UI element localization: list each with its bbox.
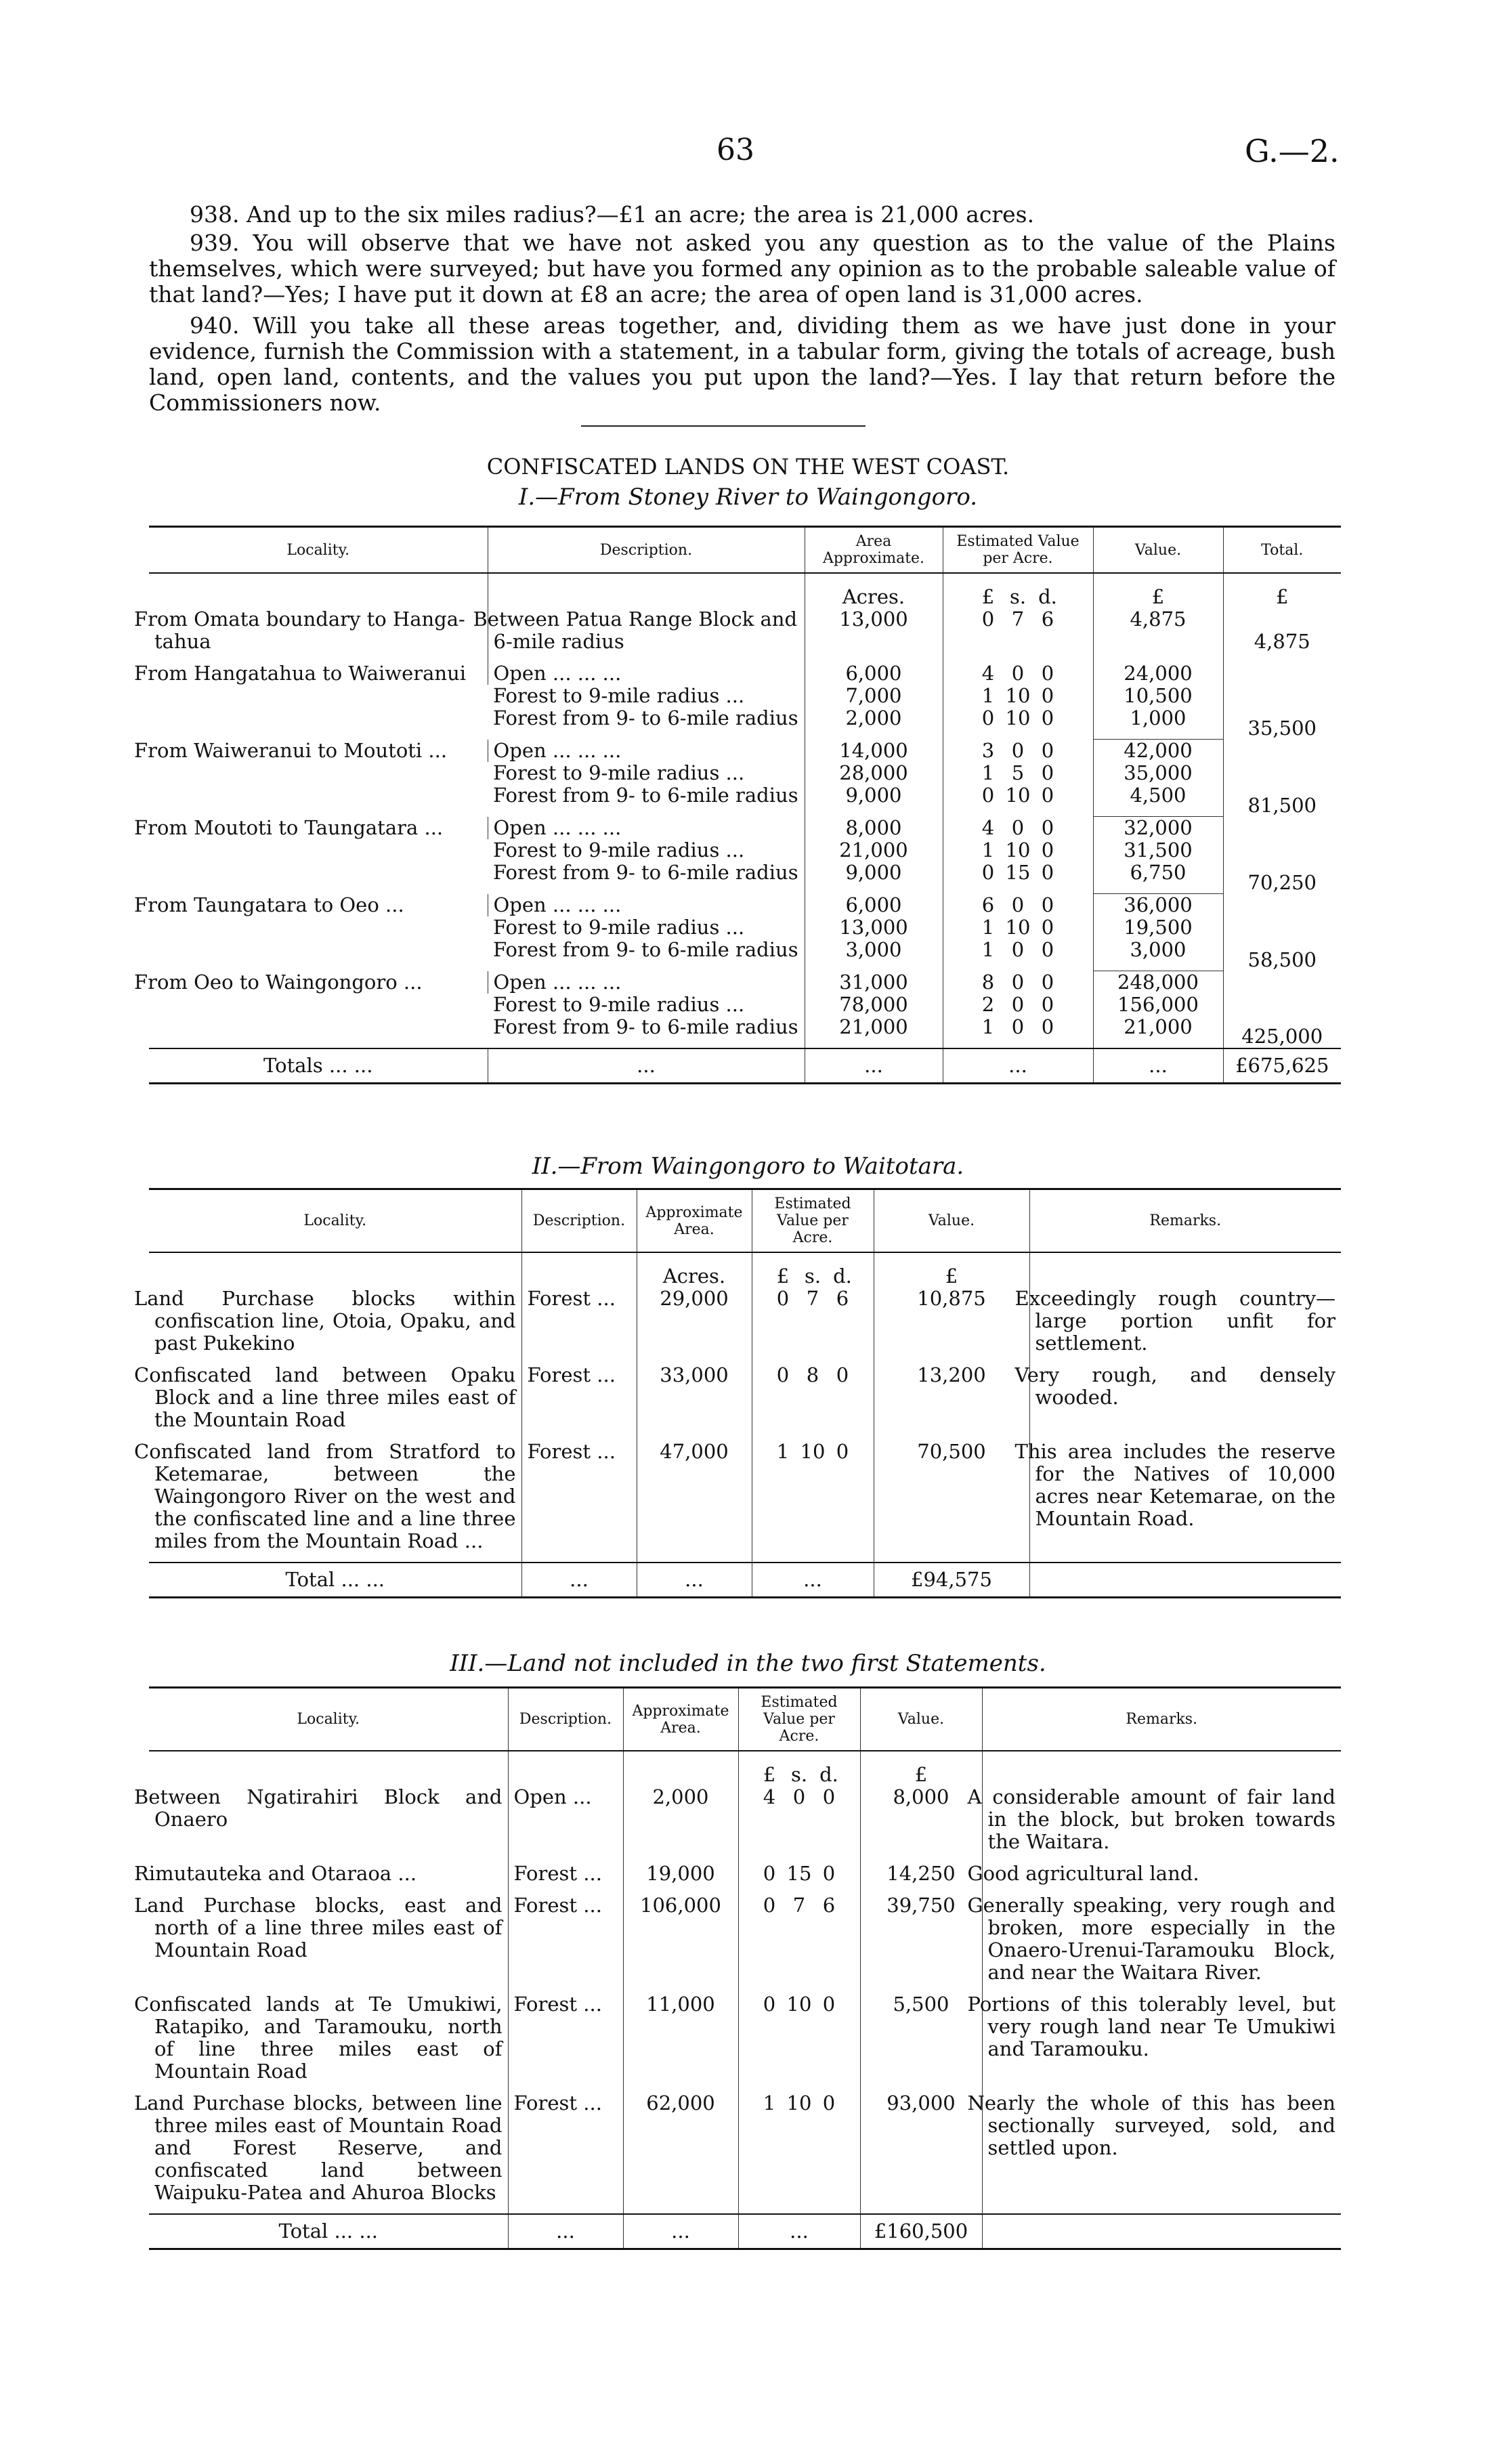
rate-shillings: 5 [1011, 761, 1025, 784]
rate-cell [752, 1441, 874, 1563]
total-rate: ... [738, 2214, 860, 2249]
description-cell: Forest to 9-mile radius ... [493, 993, 745, 1016]
table-row [149, 1364, 1341, 1441]
col-header-area: Area Approximate. [805, 527, 943, 574]
area-cell: 2,000 [623, 1786, 738, 1863]
rate-pounds: 6 [981, 893, 995, 916]
description-cell: Forest ... [508, 2092, 623, 2214]
table-row [149, 1786, 1341, 1863]
rate-shillings: 0 [1011, 815, 1025, 839]
total-desc: ... [508, 2214, 623, 2249]
description-cell: Between Patua Range Block and 6-mile radius [488, 608, 805, 662]
totals-area: ... [805, 1048, 943, 1084]
unit-pounds: £ [776, 1265, 790, 1288]
description-cell: Forest ... [521, 1364, 637, 1441]
rate-cell [943, 862, 1093, 894]
unit-pence: d. [819, 1763, 838, 1786]
rate-shillings: 15 [786, 1862, 812, 1885]
value-cell: 3,000 [1093, 939, 1223, 971]
rate-cell [943, 839, 1093, 862]
value-cell: 32,000 [1093, 817, 1223, 840]
locality-cell: From Oeo to Waingongoro ... [134, 970, 423, 994]
remarks-cell: This area includes the reserve for the Natives of 10,000 acres near Ketemarae, on the Mountain Road. [1029, 1441, 1341, 1563]
area-cell: 3,000 [805, 939, 943, 971]
table-row [149, 608, 1341, 662]
table-row [149, 1993, 1341, 2092]
description-cell: Forest ... [508, 1993, 623, 2092]
area-cell: 9,000 [805, 862, 943, 894]
col-header-locality: Locality. [149, 527, 488, 574]
rate-pounds: 8 [981, 970, 995, 994]
rate-shillings: 0 [1011, 893, 1025, 916]
rate-cell [738, 1863, 860, 1894]
rate-cell [943, 971, 1093, 994]
remarks-cell: Exceedingly rough country—large portion unfit for settlement. [1029, 1288, 1341, 1364]
rate-pence: 0 [1041, 916, 1054, 939]
table-land-not-included [134, 1686, 1341, 2250]
value-cell: 21,000 [1093, 1016, 1223, 1048]
unit-pence: d. [833, 1265, 852, 1288]
rate-pence: 0 [1041, 784, 1054, 807]
rate-cell [943, 817, 1093, 840]
description-cell: Forest to 9-mile radius ... [493, 684, 745, 707]
rate-shillings: 7 [792, 1894, 806, 1917]
rate-cell [943, 707, 1093, 740]
rate-shillings: 15 [1005, 861, 1031, 884]
rate-pounds: 2 [981, 993, 995, 1016]
rate-cell [943, 916, 1093, 939]
total-value: £94,575 [874, 1563, 1029, 1598]
rate-cell [738, 1786, 860, 1863]
unit-shillings: s. [1009, 585, 1027, 608]
table3-caption: III.—Land not included in the two first Statements. [450, 1650, 1046, 1677]
remarks-cell: Nearly the whole of this has been sectionally surveyed, sold, and settled upon. [982, 2092, 1341, 2214]
rate-cell [943, 762, 1093, 784]
rate-pounds: 0 [776, 1287, 790, 1310]
unit-pounds: £ [763, 1763, 776, 1786]
rate-pounds: 1 [763, 2091, 776, 2115]
totals-desc: ... [488, 1048, 805, 1084]
col-header-area: Approximate Area. [637, 1189, 752, 1253]
col-header-value: Value. [1093, 527, 1223, 574]
description-cell: Forest from 9- to 6-mile radius [493, 706, 798, 729]
totals-value: ... [1093, 1048, 1223, 1084]
remarks-cell: Very rough, and densely wooded. [1029, 1364, 1341, 1441]
description-cell: Open ... ... ... [488, 894, 805, 917]
rate-shillings: 10 [800, 1440, 826, 1463]
value-cell: 42,000 [1093, 740, 1223, 763]
description-cell: Forest from 9- to 6-mile radius [493, 784, 798, 807]
rate-pence: 0 [1041, 706, 1054, 729]
value-cell: 36,000 [1093, 894, 1223, 917]
rate-cell [943, 1016, 1093, 1048]
description-cell: Forest ... [521, 1288, 637, 1364]
table-from-waingongoro [134, 1188, 1341, 1598]
rate-pence: 0 [1041, 761, 1054, 784]
value-cell: 8,000 [860, 1786, 982, 1863]
table-from-stoney-river [134, 526, 1341, 1084]
rate-pounds: 1 [981, 684, 995, 707]
rate-pence: 6 [1041, 608, 1054, 631]
value-cell: 31,500 [1093, 839, 1223, 862]
description-cell: Open ... ... ... [488, 662, 805, 685]
value-cell: 4,500 [1093, 784, 1223, 817]
rate-pounds: 1 [981, 761, 995, 784]
unit-total: £ [1223, 573, 1341, 608]
main-title: CONFISCATED LANDS ON THE WEST COAST. [486, 454, 1010, 480]
area-cell: 28,000 [805, 762, 943, 784]
rate-pounds: 0 [763, 1894, 776, 1917]
area-cell: 47,000 [637, 1441, 752, 1563]
unit-value: £ [874, 1252, 1029, 1288]
unit-value: £ [1093, 573, 1223, 608]
value-cell: 70,500 [874, 1441, 1029, 1563]
rate-shillings: 10 [1005, 706, 1031, 729]
col-header-value: Value. [860, 1688, 982, 1751]
rate-cell [943, 608, 1093, 662]
locality-cell: Rimutauteka and Otaraoa ... [134, 1862, 417, 1885]
rate-shillings: 10 [1005, 784, 1031, 807]
total-rate: ... [752, 1563, 874, 1598]
area-cell: 14,000 [805, 740, 943, 763]
remarks-cell: Portions of this tolerably level, but very rough land near Te Umukiwi and Taramouku. [982, 1993, 1341, 2092]
rate-cell [943, 685, 1093, 707]
table3-total-row [149, 2214, 1341, 2249]
value-cell: 156,000 [1093, 994, 1223, 1016]
rate-pounds: 0 [763, 1993, 776, 2016]
unit-acres: Acres. [805, 573, 943, 608]
value-cell: 14,250 [860, 1863, 982, 1894]
rate-pounds: 0 [981, 861, 995, 884]
table-row [149, 894, 1341, 917]
total-area: ... [637, 1563, 752, 1598]
value-cell: 248,000 [1093, 971, 1223, 994]
rate-pence: 0 [1041, 993, 1054, 1016]
locality-cell: From Waiweranui to Moutoti ... [134, 738, 448, 762]
table-row [149, 1288, 1341, 1364]
value-cell: 35,000 [1093, 762, 1223, 784]
total-remarks [1029, 1563, 1341, 1598]
rate-shillings: 8 [806, 1363, 819, 1386]
table-row [149, 1863, 1341, 1894]
rate-pounds: 1 [776, 1440, 790, 1463]
locality-cell: From Omata boundary to Hanga-tahua [134, 608, 465, 653]
unit-value: £ [860, 1751, 982, 1786]
area-cell: 78,000 [805, 994, 943, 1016]
rate-pence: 0 [836, 1363, 849, 1386]
col-header-remarks: Remarks. [1029, 1189, 1341, 1253]
remarks-cell: A considerable amount of fair land in the block, but broken towards the Waitara. [982, 1786, 1341, 1863]
rate-pence: 0 [1041, 838, 1054, 862]
area-cell: 106,000 [623, 1894, 738, 1993]
rate-pence: 0 [1041, 1015, 1054, 1038]
table1-caption: I.—From Stoney River to Waingongoro. [518, 484, 978, 511]
area-cell: 33,000 [637, 1364, 752, 1441]
paragraph-940: 940. Will you take all these areas together, and, dividing them as we have just done in your evidence, furnish the Commission with a statement, in a tabular form, giving the totals of acreage, bush land, open land, contents, and the values you put upon the land?—Yes. I lay that return before the Commissioners now. [149, 312, 1335, 416]
rate-cell [943, 784, 1093, 817]
area-cell: 6,000 [805, 894, 943, 917]
rate-pounds: 1 [981, 938, 995, 961]
value-cell: 4,875 [1093, 608, 1223, 662]
area-cell: 11,000 [623, 1993, 738, 2092]
description-cell: Open ... ... ... [488, 817, 805, 840]
value-cell: 19,500 [1093, 916, 1223, 939]
rate-shillings: 0 [1011, 993, 1025, 1016]
total-label: Total ... ... [149, 2214, 508, 2249]
grand-total: £675,625 [1223, 1048, 1341, 1084]
total-remarks [982, 2214, 1341, 2249]
area-cell: 29,000 [637, 1288, 752, 1364]
col-header-description: Description. [521, 1189, 637, 1253]
value-cell: 24,000 [1093, 662, 1223, 685]
rate-cell [738, 2092, 860, 2214]
table-row [149, 971, 1341, 994]
rate-shillings: 0 [792, 1785, 806, 1808]
rate-shillings: 10 [786, 2091, 812, 2115]
area-cell: 7,000 [805, 685, 943, 707]
table-row [149, 1441, 1341, 1563]
rate-pounds: 0 [763, 1862, 776, 1885]
area-cell: 9,000 [805, 784, 943, 817]
rate-cell [738, 1993, 860, 2092]
rate-pounds: 4 [981, 662, 995, 685]
rate-shillings: 0 [1011, 1015, 1025, 1038]
rate-pence: 0 [822, 1862, 836, 1885]
locality-cell: From Taungatara to Oeo ... [134, 893, 404, 916]
rate-cell [943, 939, 1093, 971]
rate-shillings: 0 [1011, 970, 1025, 994]
description-cell: Open ... ... ... [488, 971, 805, 994]
locality-cell: Between Ngatirahiri Block and Onaero [134, 1785, 503, 1831]
area-cell: 6,000 [805, 662, 943, 685]
totals-label: Totals ... ... [149, 1048, 488, 1084]
totals-rate: ... [943, 1048, 1093, 1084]
description-cell: Open ... [508, 1786, 623, 1863]
area-cell: 21,000 [805, 839, 943, 862]
locality-cell: Land Purchase blocks within confiscation line, Otoia, Opaku, and past Pukekino [134, 1287, 516, 1355]
rate-cell [943, 662, 1093, 685]
group-total-cell: 58,500 [1223, 894, 1341, 971]
rate-pounds: 3 [981, 738, 995, 762]
locality-cell: Land Purchase blocks, between line three miles east of Mountain Road and Forest Reserve, and confiscated land between Waipuku-Patea and Ahuroa Blocks [134, 2091, 503, 2204]
group-total-cell: 70,250 [1223, 817, 1341, 894]
description-cell: Forest from 9- to 6-mile radius [493, 938, 798, 961]
col-header-locality: Locality. [149, 1688, 508, 1751]
rate-pounds: 0 [776, 1363, 790, 1386]
rate-pence: 0 [822, 1785, 836, 1808]
area-cell: 31,000 [805, 971, 943, 994]
col-header-description: Description. [508, 1688, 623, 1751]
col-header-rate: Estimated Value per Acre. [943, 527, 1093, 574]
col-header-area: Approximate Area. [623, 1688, 738, 1751]
rate-shillings: 0 [1011, 738, 1025, 762]
rate-cell [943, 740, 1093, 763]
rate-pounds: 0 [981, 608, 995, 631]
rate-pence: 0 [1041, 970, 1054, 994]
locality-cell: Land Purchase blocks, east and north of a line three miles east of Mountain Road [134, 1894, 503, 1961]
value-cell: 39,750 [860, 1894, 982, 1993]
rate-pounds: 1 [981, 916, 995, 939]
area-cell: 8,000 [805, 817, 943, 840]
rate-pence: 0 [1041, 738, 1054, 762]
rate-cell [943, 994, 1093, 1016]
rate-pence: 0 [1041, 684, 1054, 707]
col-header-description: Description. [488, 527, 805, 574]
rate-pounds: 4 [981, 815, 995, 839]
description-cell: Forest ... [508, 1894, 623, 1993]
description-cell: Forest from 9- to 6-mile radius [493, 861, 798, 884]
table-row [149, 817, 1341, 840]
rate-pence: 0 [836, 1440, 849, 1463]
value-cell: 10,875 [874, 1288, 1029, 1364]
col-header-rate: Estimated Value per Acre. [752, 1189, 874, 1253]
table2-caption: II.—From Waingongoro to Waitotara. [532, 1153, 964, 1180]
rate-pence: 0 [1041, 938, 1054, 961]
area-cell: 13,000 [805, 916, 943, 939]
table-row [149, 2092, 1341, 2214]
rate-pence: 0 [822, 1993, 836, 2016]
table-row [149, 662, 1341, 685]
group-total-cell: 81,500 [1223, 740, 1341, 817]
table-row [149, 1894, 1341, 1993]
rate-pounds: 0 [981, 784, 995, 807]
rate-shillings: 7 [806, 1287, 819, 1310]
total-area: ... [623, 2214, 738, 2249]
rate-pence: 0 [1041, 815, 1054, 839]
area-cell: 2,000 [805, 707, 943, 740]
col-header-locality: Locality. [149, 1189, 521, 1253]
locality-cell: Confiscated land between Opaku Block and a line three miles east of the Mountain Road [134, 1363, 516, 1431]
document-code: G.—2. [1245, 133, 1340, 169]
locality-cell: Confiscated land from Stratford to Ketemarae, between the Waingongoro River on the west and the confiscated line and a line three miles from the Mountain Road ... [134, 1440, 516, 1552]
value-cell: 10,500 [1093, 685, 1223, 707]
rate-pounds: 4 [763, 1785, 776, 1808]
description-cell: Forest ... [521, 1441, 637, 1563]
area-cell: 62,000 [623, 2092, 738, 2214]
remarks-cell: Good agricultural land. [982, 1863, 1341, 1894]
rate-shillings: 0 [1011, 938, 1025, 961]
description-cell: Open ... ... ... [488, 740, 805, 763]
rate-pounds: 0 [981, 706, 995, 729]
col-header-remarks: Remarks. [982, 1688, 1341, 1751]
area-cell: 21,000 [805, 1016, 943, 1048]
area-cell: 13,000 [805, 608, 943, 662]
unit-pence: d. [1038, 585, 1057, 608]
rate-cell [738, 1894, 860, 1993]
rate-pence: 0 [1041, 893, 1054, 916]
group-total-cell: 4,875 [1223, 608, 1341, 662]
unit-pounds: £ [981, 585, 995, 608]
table-row [149, 740, 1341, 763]
paragraph-939: 939. You will observe that we have not asked you any question as to the value of the Plains themselves, which were surveyed; but have you formed any opinion as to the probable saleable value of that land?—Yes; I have put it down at £8 an acre; the area of open land is 31,000 acres. [149, 230, 1335, 307]
rate-pence: 0 [822, 2091, 836, 2115]
rate-pounds: 1 [981, 1015, 995, 1038]
table2-total-row [149, 1563, 1341, 1598]
rate-shillings: 10 [786, 1993, 812, 2016]
unit-acres: Acres. [637, 1252, 752, 1288]
rate-pence: 0 [1041, 861, 1054, 884]
col-header-rate: Estimated Value per Acre. [738, 1688, 860, 1751]
rate-shillings: 10 [1005, 684, 1031, 707]
rate-shillings: 10 [1005, 916, 1031, 939]
unit-shillings: s. [790, 1763, 808, 1786]
rate-pounds: 1 [981, 838, 995, 862]
group-total-cell: 35,500 [1223, 662, 1341, 740]
section-divider [581, 425, 865, 427]
page-number: 63 [717, 133, 754, 167]
group-total-cell: 425,000 [1223, 971, 1341, 1049]
total-label: Total ... ... [149, 1563, 521, 1598]
unit-shillings: s. [804, 1265, 821, 1288]
description-cell: Forest to 9-mile radius ... [493, 916, 745, 939]
locality-cell: Confiscated lands at Te Umukiwi, Ratapiko, and Taramouku, north of line three miles east of Mountain Road [134, 1993, 503, 2083]
col-header-total: Total. [1223, 527, 1341, 574]
rate-shillings: 7 [1011, 608, 1025, 631]
paragraph-938: 938. And up to the six miles radius?—£1 an acre; the area is 21,000 acres. [190, 201, 1035, 228]
locality-cell: From Moutoti to Taungatara ... [134, 815, 444, 839]
total-value: £160,500 [860, 2214, 982, 2249]
rate-cell [752, 1288, 874, 1364]
value-cell: 1,000 [1093, 707, 1223, 740]
table1-totals-row [149, 1048, 1341, 1084]
remarks-cell: Generally speaking, very rough and broken, more especially in the Onaero-Urenui-Taramouku Block, and near the Waitara River. [982, 1894, 1341, 1993]
value-cell: 6,750 [1093, 862, 1223, 894]
value-cell: 5,500 [860, 1993, 982, 2092]
total-desc: ... [521, 1563, 637, 1598]
rate-shillings: 0 [1011, 662, 1025, 685]
description-cell: Forest ... [508, 1863, 623, 1894]
rate-pence: 0 [1041, 662, 1054, 685]
rate-pence: 6 [822, 1894, 836, 1917]
col-header-value: Value. [874, 1189, 1029, 1253]
description-cell: Forest to 9-mile radius ... [493, 761, 745, 784]
rate-shillings: 10 [1005, 838, 1031, 862]
rate-cell [943, 894, 1093, 917]
area-cell: 19,000 [623, 1863, 738, 1894]
description-cell: Forest to 9-mile radius ... [493, 838, 745, 862]
description-cell: Forest from 9- to 6-mile radius [493, 1015, 798, 1038]
rate-pence: 6 [836, 1287, 849, 1310]
rate-cell [752, 1364, 874, 1441]
value-cell: 93,000 [860, 2092, 982, 2214]
value-cell: 13,200 [874, 1364, 1029, 1441]
locality-cell: From Hangatahua to Waiweranui [134, 662, 467, 685]
